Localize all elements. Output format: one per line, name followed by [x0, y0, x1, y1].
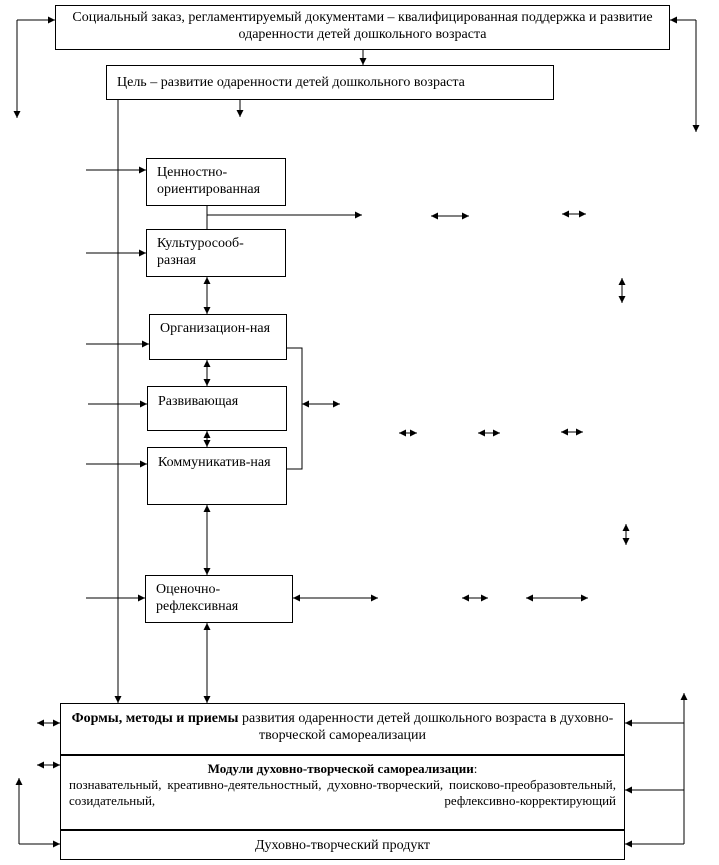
function-label: Коммуникатив-ная: [158, 455, 271, 470]
function-box-cultural: [146, 229, 286, 277]
modules-box: [60, 755, 625, 830]
bracket-3-5: [287, 348, 302, 469]
function-label: Оценочно-рефлексивная: [156, 582, 239, 614]
function-box-value-oriented: [146, 158, 286, 206]
forms-methods-box: [60, 703, 625, 755]
function-box-organizational: [149, 314, 287, 360]
function-box-developing: [147, 386, 287, 431]
social-order-box: [55, 5, 670, 50]
social-order-text: Социальный заказ, регламентируемый документами – квалифицированная поддержка и развитие одаренности детей дошкольного возраста: [72, 10, 653, 42]
modules-colon: :: [473, 761, 478, 776]
forms-bold-text: Формы, методы и приемы: [71, 711, 239, 726]
function-label: Ценностно-ориентированная: [157, 165, 261, 197]
function-label: Развивающая: [158, 394, 239, 409]
goal-text: Цель – развитие одаренности детей дошкольного возраста: [117, 75, 465, 90]
function-label: Культуросооб-разная: [157, 236, 244, 268]
product-box: [60, 830, 625, 860]
modules-title: Модули духовно-творческой самореализации: [207, 761, 474, 776]
product-text: Духовно-творческий продукт: [254, 838, 431, 853]
modules-list: познавательный, креативно-деятельностный, духовно-творческий, поисково-преобразовтельный, созидательный, рефлексивно-корректирующий: [69, 777, 616, 808]
function-box-communicative: [147, 447, 287, 505]
goal-box: [106, 65, 554, 100]
function-label: Организацион-ная: [160, 321, 271, 336]
forms-rest-text: развития одаренности детей дошкольного возраста в духовно-творческой самореализации: [238, 711, 614, 743]
function-box-evaluative: [145, 575, 293, 623]
